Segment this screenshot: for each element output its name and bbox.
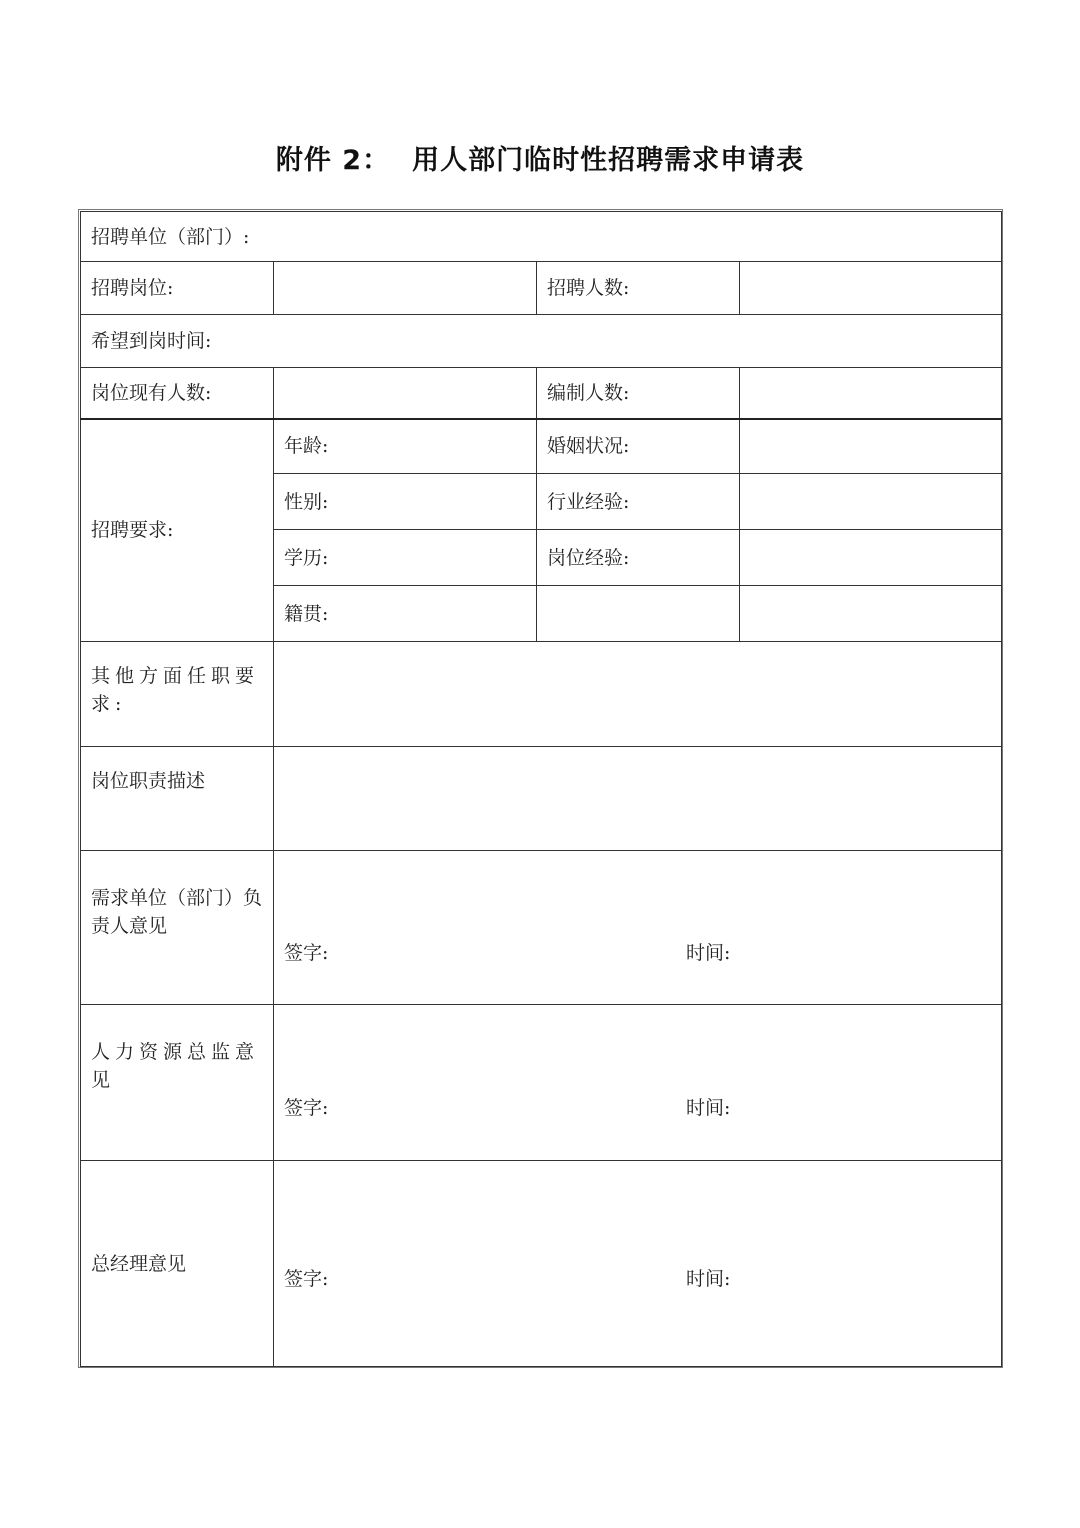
dept-head-label-cell xyxy=(81,851,274,1005)
gender-label: 性别: xyxy=(284,490,329,513)
dept-head-label: 需求单位（部门）负责人意见 xyxy=(91,887,263,937)
hometown-cell[interactable] xyxy=(274,586,537,642)
gm-time-label: 时间: xyxy=(686,1268,731,1290)
row-position xyxy=(81,262,1002,315)
gm-label: 总经理意见 xyxy=(91,1252,187,1275)
other-req-label-cell xyxy=(81,642,274,747)
unit-cell[interactable] xyxy=(81,212,1002,262)
other-req-field[interactable] xyxy=(274,642,1002,747)
current-staff-label-cell xyxy=(81,368,274,419)
current-staff-field[interactable] xyxy=(274,368,537,419)
quota-label: 编制人数: xyxy=(547,381,630,404)
marital-label-cell xyxy=(537,419,740,474)
industry-exp-label-cell xyxy=(537,474,740,530)
row-unit xyxy=(81,212,1002,262)
duty-field[interactable] xyxy=(274,747,1002,851)
hr-director-label-cell xyxy=(81,1005,274,1161)
requirements-label-cell xyxy=(81,419,274,642)
gm-opinion-field[interactable] xyxy=(274,1161,1002,1367)
arrival-cell[interactable] xyxy=(81,315,1002,368)
age-label: 年龄: xyxy=(284,435,329,458)
headcount-field[interactable] xyxy=(740,262,1002,315)
other-req-label: 其他方面任职要求: xyxy=(91,665,260,715)
gender-cell[interactable] xyxy=(274,474,537,530)
title-prefix: 附件 2： xyxy=(275,145,391,176)
industry-exp-field[interactable] xyxy=(740,474,1002,530)
marital-label: 婚姻状况: xyxy=(547,435,630,458)
title-main: 用人部门临时性招聘需求申请表 xyxy=(412,145,805,176)
page-title xyxy=(0,138,1080,177)
requirements-label: 招聘要求: xyxy=(91,519,174,542)
industry-exp-label: 行业经验: xyxy=(547,490,630,513)
position-label: 招聘岗位: xyxy=(91,277,174,299)
position-field[interactable] xyxy=(274,262,537,315)
dept-head-time-label: 时间: xyxy=(686,942,731,964)
row-current-staff xyxy=(81,368,1002,419)
current-staff-label: 岗位现有人数: xyxy=(91,381,212,404)
position-exp-label-cell xyxy=(537,530,740,586)
blank-cell-a[interactable] xyxy=(537,586,740,642)
row-other-requirements xyxy=(81,642,1002,747)
hr-director-signature-label: 签字: xyxy=(284,1097,329,1119)
hr-director-label: 人力资源总监意见 xyxy=(91,1041,260,1091)
arrival-label: 希望到岗时间: xyxy=(91,330,212,352)
education-cell[interactable] xyxy=(274,530,537,586)
row-hr-director-opinion xyxy=(81,1005,1002,1161)
recruitment-request-form xyxy=(80,211,1002,1367)
hometown-label: 籍贯: xyxy=(284,602,329,625)
row-requirements-1 xyxy=(81,419,1002,474)
row-gm-opinion xyxy=(81,1161,1002,1367)
headcount-label-cell xyxy=(537,262,740,315)
marital-field[interactable] xyxy=(740,419,1002,474)
headcount-label: 招聘人数: xyxy=(547,277,630,299)
position-exp-label: 岗位经验: xyxy=(547,546,630,569)
hr-director-opinion-field[interactable] xyxy=(274,1005,1002,1161)
quota-field[interactable] xyxy=(740,368,1002,419)
blank-cell-b[interactable] xyxy=(740,586,1002,642)
gm-signature-label: 签字: xyxy=(284,1268,329,1290)
unit-label: 招聘单位（部门）: xyxy=(91,225,250,248)
age-cell[interactable] xyxy=(274,419,537,474)
position-exp-field[interactable] xyxy=(740,530,1002,586)
quota-label-cell xyxy=(537,368,740,419)
row-arrival xyxy=(81,315,1002,368)
duty-label: 岗位职责描述 xyxy=(91,770,206,792)
gm-label-cell xyxy=(81,1161,274,1367)
position-label-cell xyxy=(81,262,274,315)
hr-director-time-label: 时间: xyxy=(686,1097,731,1119)
duty-label-cell xyxy=(81,747,274,851)
education-label: 学历: xyxy=(284,546,329,569)
dept-head-signature-label: 签字: xyxy=(284,942,329,964)
row-dept-head-opinion xyxy=(81,851,1002,1005)
row-duty xyxy=(81,747,1002,851)
dept-head-opinion-field[interactable] xyxy=(274,851,1002,1005)
